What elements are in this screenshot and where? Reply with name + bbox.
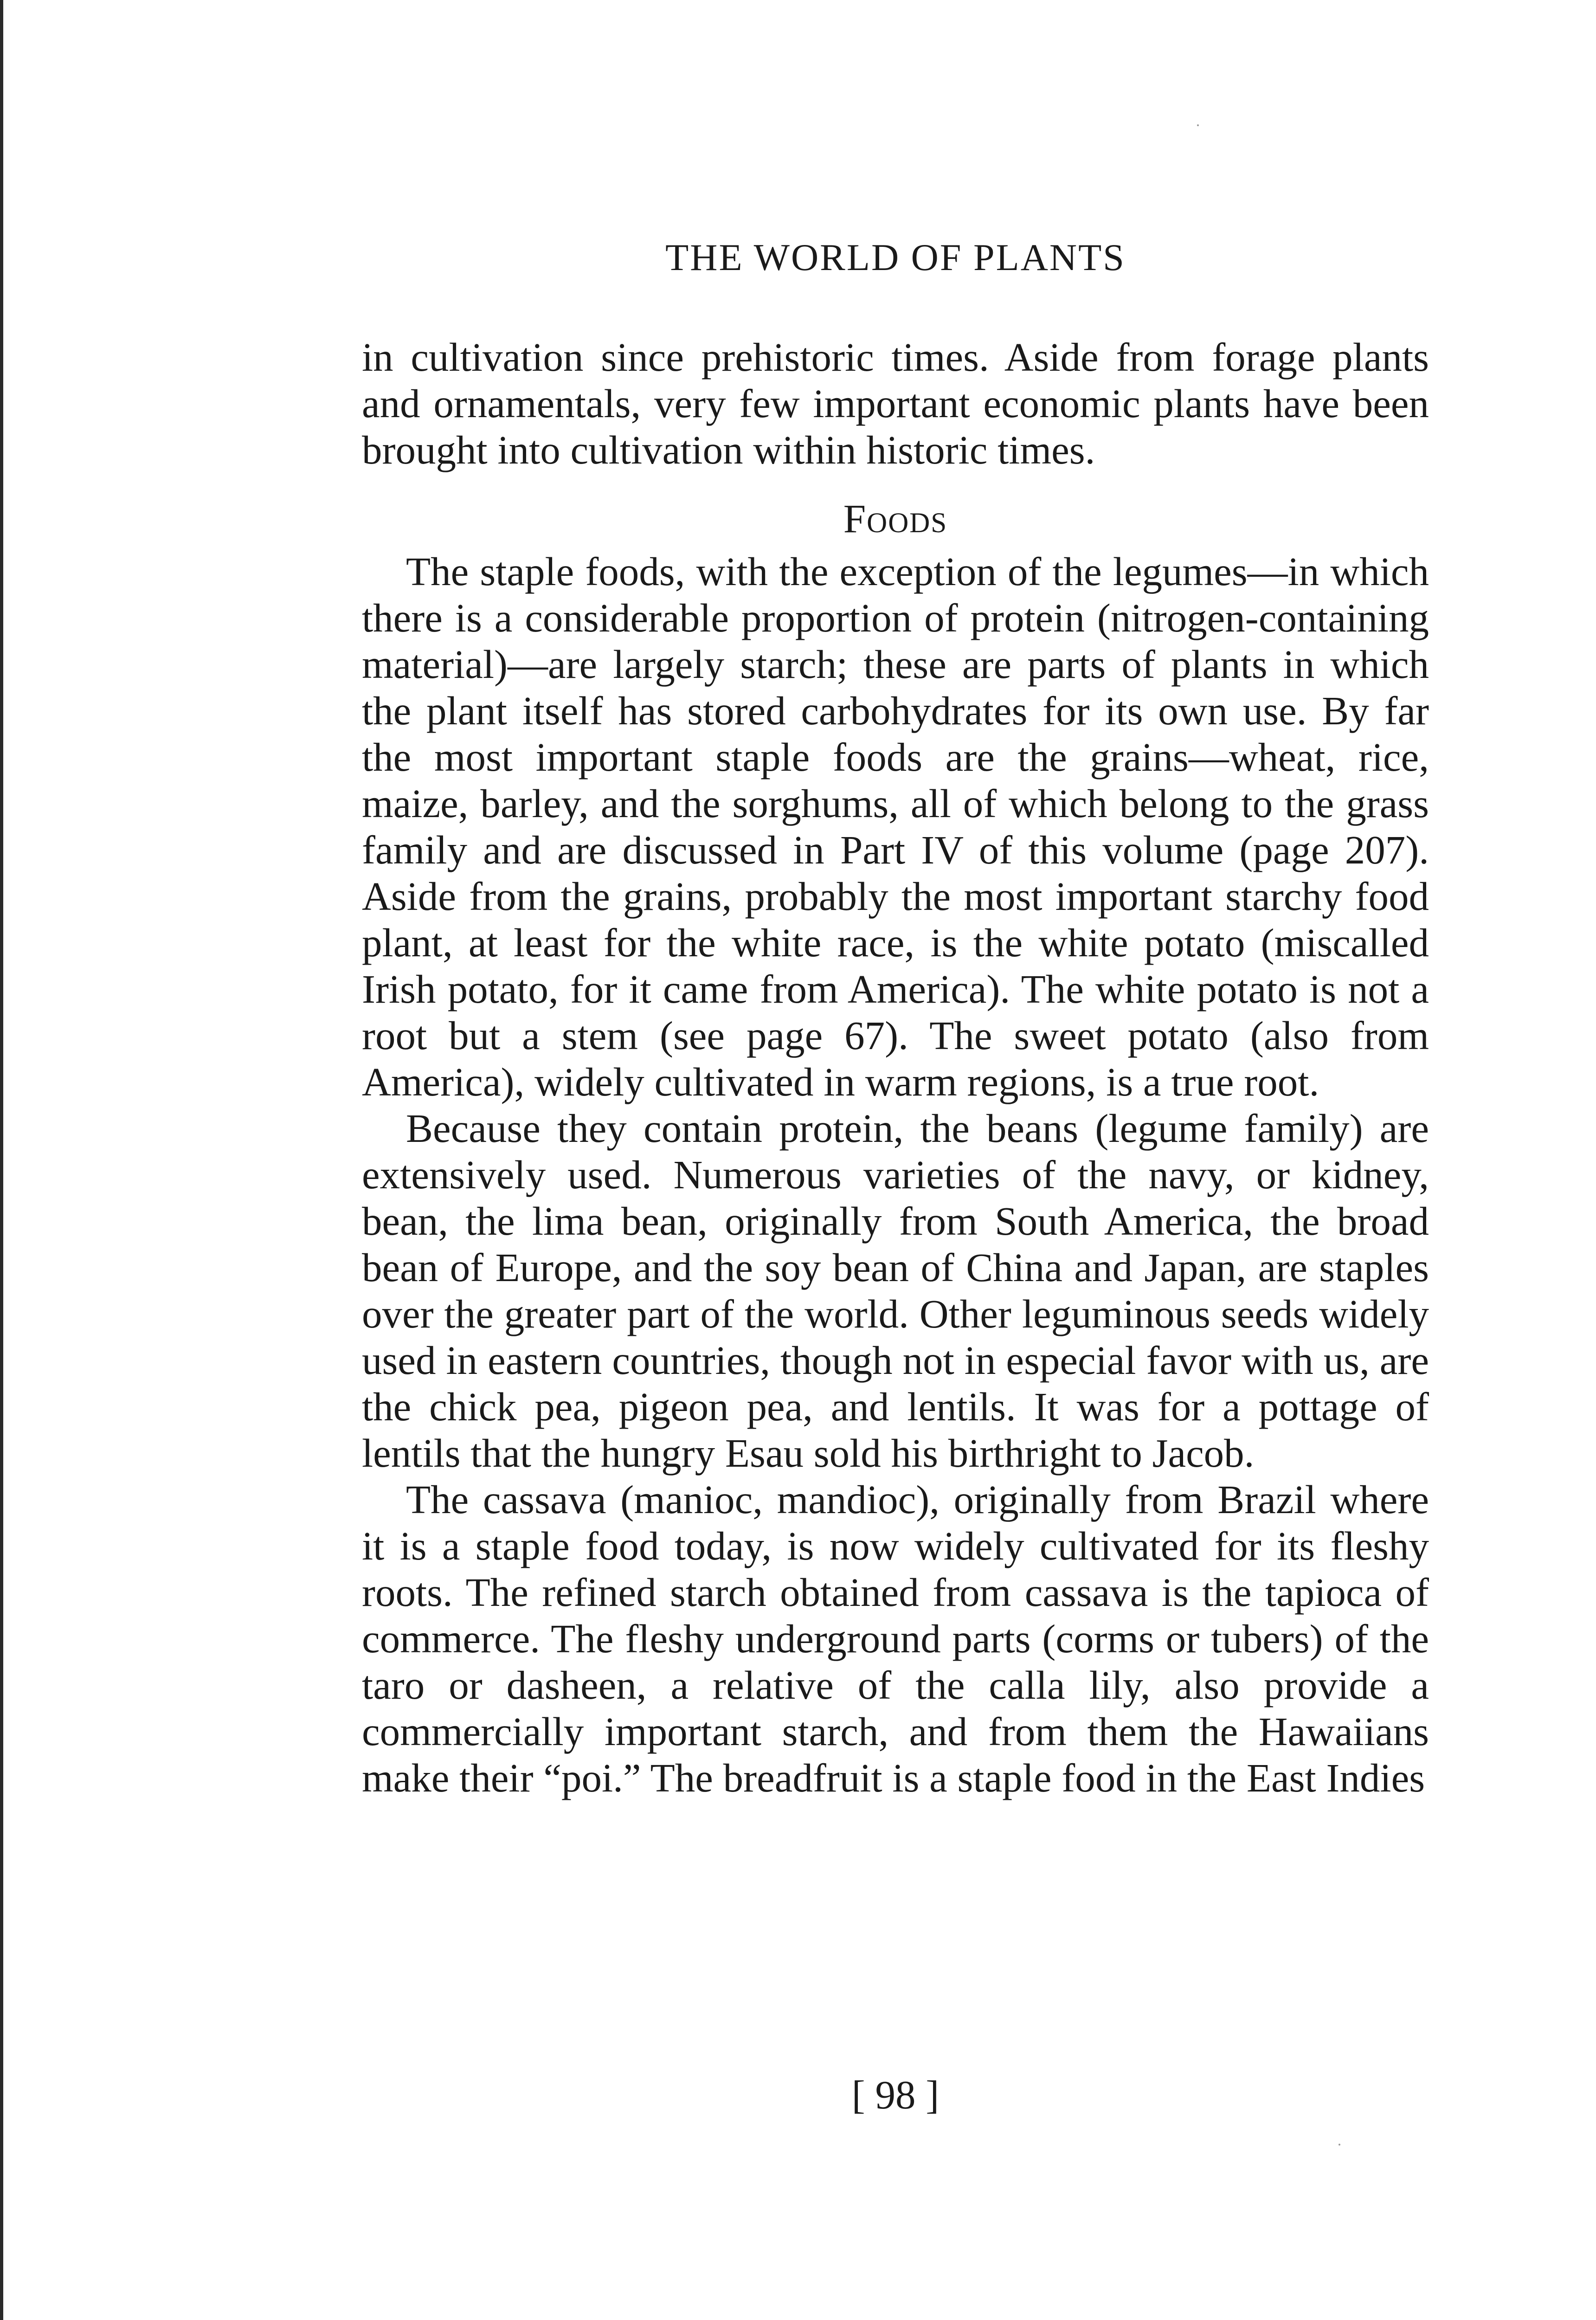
- paper-speck: [1197, 124, 1199, 126]
- paper-speck: [1339, 2144, 1340, 2146]
- running-head: THE WORLD OF PLANTS: [665, 236, 1126, 278]
- paragraph-beans: Because they contain protein, the beans (legume family) are extensively used. Numerous varieties of the navy, or kidney, bean, the lima bean, originally from South America, the broad bean of Europe, and the soy bean of China and Japan, are staples over the greater part of the world. Other leguminous seeds widely used in eastern countries, though not in especial favor with us, are the chick pea, pigeon pea, and lentils. It was for a pottage of lentils that the hungry Esau sold his birthright to Jacob.: [362, 1106, 1429, 1476]
- opening-paragraph: in cultivation since prehistoric times. Aside from forage plants and ornamentals, very few important economic plants have been brought into cultivation within historic times.: [362, 335, 1429, 472]
- paragraph-staple-foods: The staple foods, with the exception of the legumes—in which there is a considerable proportion of protein (nitrogen-containing material)—are largely starch; these are parts of plants in which the plant itself has stored carbohydrates for its own use. By far the most important staple foods are the grains—wheat, rice, maize, barley, and the sorghums, all of which belong to the grass family and are discussed in Part IV of this volume (page 207). Aside from the grains, probably the most important starchy food plant, at least for the white race, is the white potato (miscalled Irish potato, for it came from America). The white potato is not a root but a stem (see page 67). The sweet potato (also from America), widely cultivated in warm regions, is a true root.: [362, 549, 1429, 1104]
- section-heading: Foods: [843, 496, 948, 541]
- scan-left-edge: [0, 0, 3, 2320]
- paragraph-cassava: The cassava (manioc, mandioc), originally from Brazil where it is a staple food today, is now widely cultivated for its fleshy roots. The refined starch obtained from cassava is the tapioca of commerce. The fleshy underground parts (corms or tubers) of the taro or dasheen, a relative of the calla lily, also provide a commercially important starch, and from them the Hawaiians make their “poi.” The breadfruit is a staple food in the East Indies: [362, 1477, 1429, 1800]
- body-text: [362, 334, 1429, 1801]
- page-number: [ 98 ]: [851, 2072, 940, 2117]
